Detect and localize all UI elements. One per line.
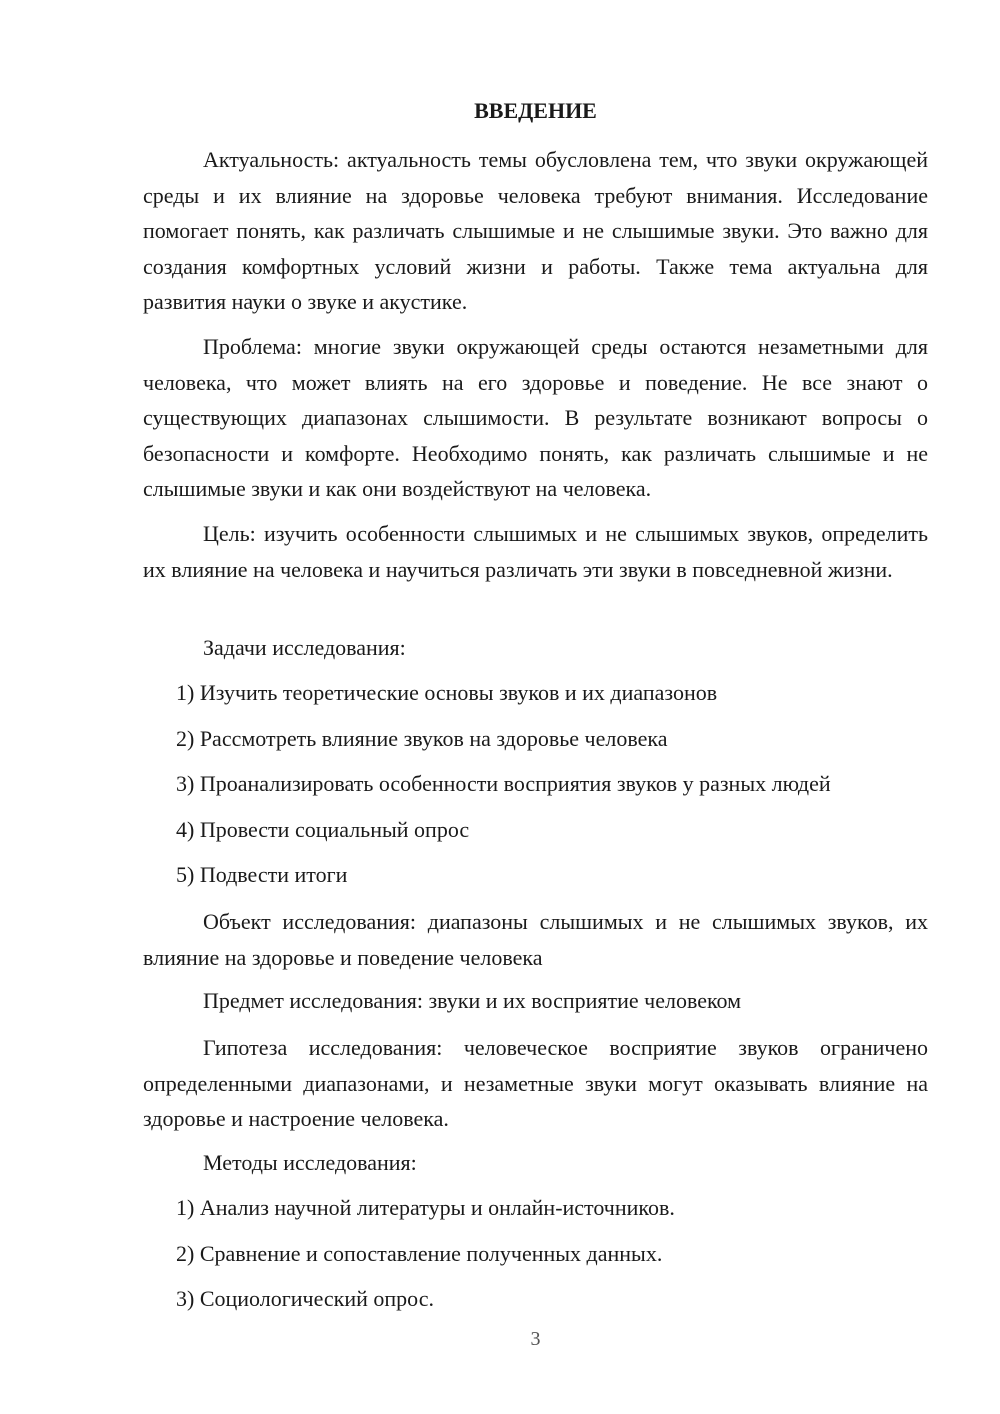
task-item: 2) Рассмотреть влияние звуков на здоровье человека bbox=[176, 726, 668, 751]
paragraph-object: Объект исследования: диапазоны слышимых и не слышимых звуков, их влияние на здоровье и поведение человека bbox=[143, 909, 928, 970]
subject-line: Предмет исследования: звуки и их восприятие человеком bbox=[203, 988, 742, 1013]
tasks-heading: Задачи исследования: bbox=[203, 635, 406, 660]
task-item: 1) Изучить теоретические основы звуков и их диапазонов bbox=[176, 680, 718, 705]
method-item: 2) Сравнение и сопоставление полученных данных. bbox=[176, 1241, 663, 1266]
method-item: 3) Социологический опрос. bbox=[176, 1286, 434, 1311]
methods-heading: Методы исследования: bbox=[203, 1150, 417, 1175]
task-item: 3) Проанализировать особенности восприятия звуков у разных людей bbox=[176, 771, 831, 796]
paragraph-problem: Проблема: многие звуки окружающей среды остаются незаметными для человека, что может влиять на его здоровье и поведение. Не все знают о существующих диапазонах слышимости. В результате возникают вопросы о безопасности и комфорте. Необходимо понять, как различать слышимые и не слышимые звуки и как они воздействуют на человека. bbox=[143, 334, 928, 502]
paragraph-hypothesis: Гипотеза исследования: человеческое восприятие звуков ограничено определенными диапазонами, и незаметные звуки могут оказывать влияние на здоровье и настроение человека. bbox=[143, 1035, 928, 1132]
task-item: 5) Подвести итоги bbox=[176, 862, 348, 887]
page-number: 3 bbox=[530, 1328, 541, 1350]
task-item: 4) Провести социальный опрос bbox=[176, 817, 470, 842]
paragraph-relevance: Актуальность: актуальность темы обусловлена тем, что звуки окружающей среды и их влияние на здоровье человека требуют внимания. Исследование помогает понять, как различать слышимые и не слышимые звуки. Это важно для создания комфортных условий жизни и работы. Также тема актуальна для развития науки о звуке и акустике. bbox=[143, 147, 928, 315]
paragraph-goal: Цель: изучить особенности слышимых и не слышимых звуков, определить их влияние на человека и научиться различать эти звуки в повседневной жизни. bbox=[143, 521, 928, 582]
section-heading: ВВЕДЕНИЕ bbox=[474, 98, 597, 123]
method-item: 1) Анализ научной литературы и онлайн-источников. bbox=[176, 1195, 675, 1220]
